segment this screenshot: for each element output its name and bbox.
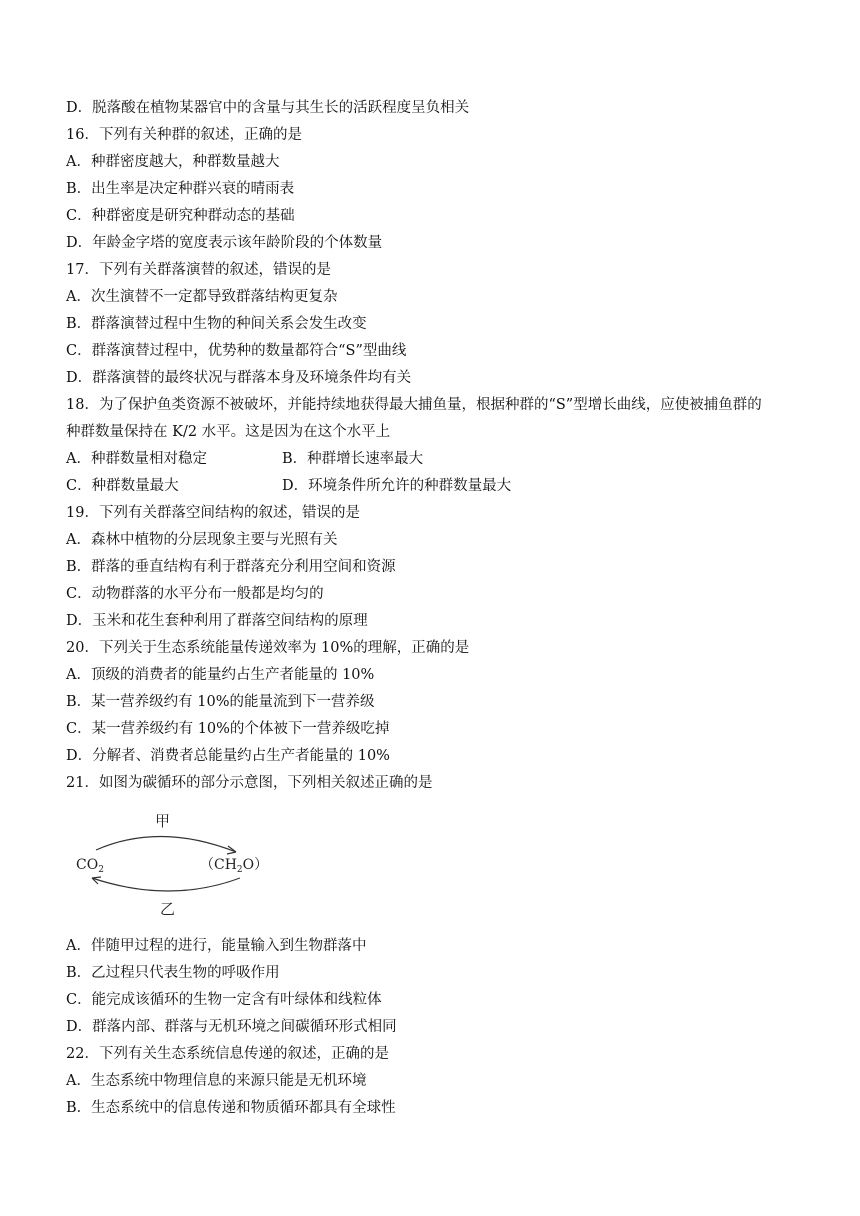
- q16-option-c: C．种群密度是研究种群动态的基础: [66, 208, 295, 224]
- diagram-node-ch2o: $(CH_2O)$: [200, 857, 269, 875]
- q21-option-b: B．乙过程只代表生物的呼吸作用: [66, 965, 280, 981]
- q19-option-b: B．群落的垂直结构有利于群落充分利用空间和资源: [66, 559, 396, 575]
- q16-stem: 16．下列有关种群的叙述，正确的是: [66, 127, 302, 143]
- q20-stem: 20．下列关于生态系统能量传递效率为 10%的理解，正确的是: [66, 640, 470, 656]
- q18-option-d: D．环境条件所允许的种群数量最大: [282, 478, 512, 494]
- q22-option-b: B．生态系统中的信息传递和物质循环都具有全球性: [66, 1100, 396, 1116]
- arrow-jia-curve: [96, 836, 236, 852]
- q22-stem: 22．下列有关生态系统信息传递的叙述，正确的是: [66, 1046, 389, 1062]
- arrow-yi-curve: [92, 878, 240, 891]
- q20-option-b: B．某一营养级约有 10%的能量流到下一营养级: [66, 694, 375, 710]
- q20-option-d: D．分解者、消费者总能量约占生产者能量的 10%: [66, 748, 390, 764]
- q17-option-a: A．次生演替不一定都导致群落结构更复杂: [66, 289, 338, 305]
- q17-stem: 17．下列有关群落演替的叙述，错误的是: [66, 262, 331, 278]
- q22-option-a: A．生态系统中物理信息的来源只能是无机环境: [66, 1073, 367, 1089]
- q17-option-b: B．群落演替过程中生物的种间关系会发生改变: [66, 316, 367, 332]
- q18-option-a: A．种群数量相对稳定: [66, 451, 207, 467]
- q18-option-b: B．种群增长速率最大: [282, 451, 424, 467]
- q18-option-c: C．种群数量最大: [66, 478, 179, 494]
- q20-option-a: A．顶级的消费者的能量约占生产者能量的 10%: [66, 667, 375, 683]
- q20-option-c: C．某一营养级约有 10%的个体被下一营养级吃掉: [66, 721, 390, 737]
- q17-option-d: D．群落演替的最终状况与群落本身及环境条件均有关: [66, 370, 412, 386]
- q21-option-a: A．伴随甲过程的进行，能量输入到生物群落中: [66, 938, 367, 954]
- diagram-node-co2: $CO_2$: [76, 857, 104, 875]
- q17-option-c: C．群落演替过程中，优势种的数量都符合“S”型曲线: [66, 343, 407, 359]
- q19-option-c: C．动物群落的水平分布一般都是均匀的: [66, 586, 324, 602]
- q19-option-a: A．森林中植物的分层现象主要与光照有关: [66, 532, 338, 548]
- q15-option-d: D．脱落酸在植物某器官中的含量与其生长的活跃程度呈负相关: [66, 100, 470, 116]
- q16-option-a: A．种群密度越大，种群数量越大: [66, 154, 280, 170]
- q21-stem: 21．如图为碳循环的部分示意图，下列相关叙述正确的是: [66, 775, 433, 791]
- diagram-label-yi: 乙: [160, 900, 176, 918]
- q21-option-c: C．能完成该循环的生物一定含有叶绿体和线粒体: [66, 992, 382, 1008]
- q16-option-d: D．年龄金字塔的宽度表示该年龄阶段的个体数量: [66, 235, 383, 251]
- q19-option-d: D．玉米和花生套种利用了群落空间结构的原理: [66, 613, 368, 629]
- q19-stem: 19．下列有关群落空间结构的叙述，错误的是: [66, 505, 360, 521]
- q16-option-b: B．出生率是决定种群兴衰的晴雨表: [66, 181, 295, 197]
- q18-stem-line1: 18．为了保护鱼类资源不被破坏，并能持续地获得最大捕鱼量，根据种群的“S”型增长曲线，应使被捕鱼群的: [66, 397, 762, 413]
- q21-option-d: D．群落内部、群落与无机环境之间碳循环形式相同: [66, 1019, 397, 1035]
- carbon-cycle-diagram: [70, 806, 280, 918]
- q18-stem-line2: 种群数量保持在 K/2 水平。这是因为在这个水平上: [66, 424, 391, 440]
- diagram-label-jia: 甲: [155, 812, 171, 830]
